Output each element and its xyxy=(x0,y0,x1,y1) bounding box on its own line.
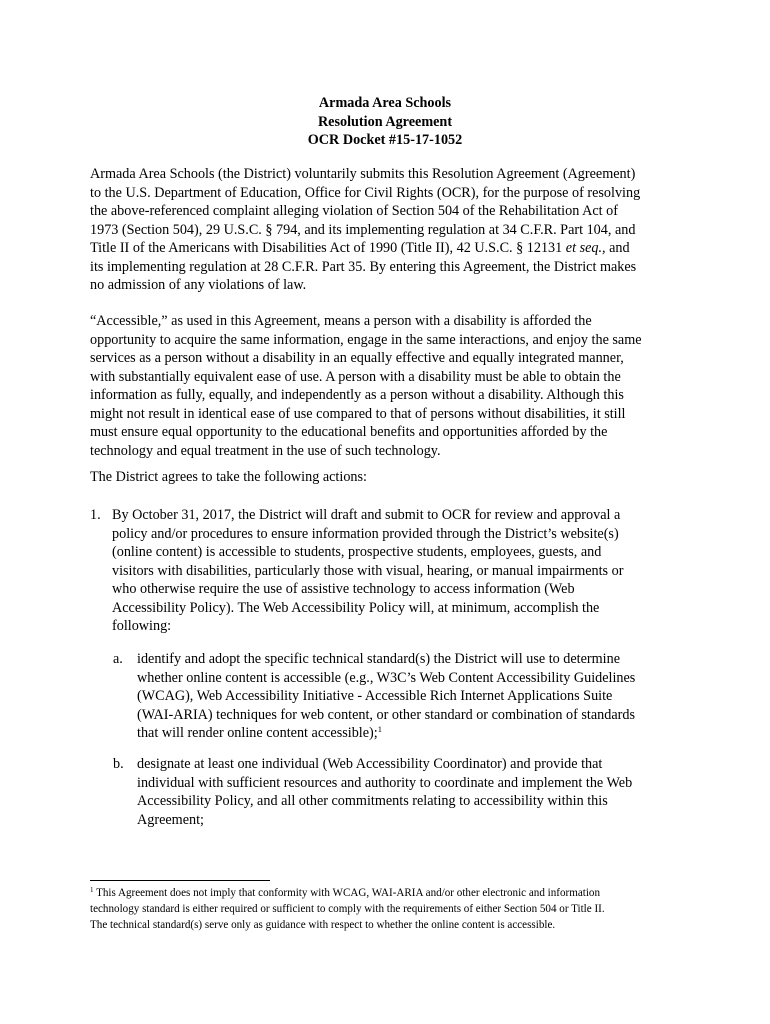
document-header xyxy=(90,94,680,150)
intro-paragraph xyxy=(90,165,690,295)
text-line: visitors with disabilities, particularly those with visual, hearing, or manual impairments or xyxy=(112,562,624,579)
text-span: Title II of the Americans with Disabilities Act of 1990 (Title II), 42 U.S.C. § 12131 xyxy=(90,240,566,256)
text-span: This Agreement does not imply that conformity with WCAG, WAI-ARIA and/or other electronic and information xyxy=(93,887,601,899)
text-line: technology and equal treatment in the use of such technology. xyxy=(90,442,441,459)
text-line: information as fully, equally, and independently as a person without a disability. Although this xyxy=(90,387,624,403)
header-docket-number: OCR Docket #15-17-1052 xyxy=(307,132,463,148)
text-line xyxy=(90,886,690,902)
text-line: with substantially equivalent ease of use. A person with a disability must be able to obtain the xyxy=(90,368,621,385)
text-line: who otherwise require the use of assistive technology to access information (Web xyxy=(112,581,575,597)
text-line: to the U.S. Department of Education, Office for Civil Rights (OCR), for the purpose of resolving xyxy=(90,184,641,201)
text-span: that will render online content accessible); xyxy=(137,725,378,741)
item-1-text xyxy=(112,506,682,636)
text-line: technology standard is either required or sufficient to comply with the requirements of either Section 504 or Title II. xyxy=(90,902,605,915)
item-letter: a. xyxy=(113,651,123,667)
text-line: services as a person without a disability in an equally effective and equally integrated manner, xyxy=(90,350,624,366)
text-line: might not result in identical ease of use compared to that of persons without disabilities, it still xyxy=(90,405,626,422)
text-line: following: xyxy=(112,618,172,634)
text-line: must ensure equal opportunity to the educational benefits and opportunities afforded by the xyxy=(90,424,608,440)
text-line: designate at least one individual (Web Accessibility Coordinator) and provide that xyxy=(137,756,603,772)
footnote-mark: 1 xyxy=(90,886,94,894)
text-line xyxy=(90,239,690,258)
text-line: (WAI-ARIA) techniques for web content, or other standard or combination of standards xyxy=(137,706,635,723)
text-line: “Accessible,” as used in this Agreement, means a person with a disability is afforded the xyxy=(90,313,592,329)
footnote xyxy=(90,886,690,933)
item-b-text xyxy=(137,755,682,829)
item-letter: b. xyxy=(113,756,124,772)
text-line: Armada Area Schools (the District) voluntarily submits this Resolution Agreement (Agreement) xyxy=(90,166,636,182)
text-line: Agreement; xyxy=(137,811,204,828)
text-line: identify and adopt the specific technical standard(s) the District will use to determine xyxy=(137,651,621,667)
text-line: no admission of any violations of law. xyxy=(90,277,307,293)
text-line: By October 31, 2017, the District will draft and submit to OCR for review and approval a xyxy=(112,507,621,523)
item-a-text xyxy=(137,650,682,743)
header-agreement-title: Resolution Agreement xyxy=(317,113,453,130)
footnote-separator xyxy=(90,880,270,881)
header-district-name: Armada Area Schools xyxy=(318,95,452,111)
text-line: Accessibility Policy, and all other commitments relating to accessibility within this xyxy=(137,793,608,809)
text-line: whether online content is accessible (e.g., W3C’s Web Content Accessibility Guidelines xyxy=(137,669,636,686)
text-line: (WCAG), Web Accessibility Initiative - Accessible Rich Internet Applications Suite xyxy=(137,688,613,704)
accessible-definition-paragraph xyxy=(90,312,690,460)
text-line: individual with sufficient resources and authority to coordinate and implement the Web xyxy=(137,774,633,791)
text-span: , and xyxy=(602,240,630,256)
text-line: policy and/or procedures to ensure information provided through the District’s website(s) xyxy=(112,525,619,542)
text-line: (online content) is accessible to students, prospective students, employees, guests, and xyxy=(112,544,602,560)
text-line: its implementing regulation at 28 C.F.R. Part 35. By entering this Agreement, the District makes xyxy=(90,258,637,275)
item-number: 1. xyxy=(90,507,101,523)
text-line: 1973 (Section 504), 29 U.S.C. § 794, and its implementing regulation at 34 C.F.R. Part 104, and xyxy=(90,221,636,238)
text-line xyxy=(137,724,682,743)
text-line: The technical standard(s) serve only as guidance with respect to whether the online content is accessible. xyxy=(90,918,556,931)
text-line: Accessibility Policy). The Web Accessibility Policy will, at minimum, accomplish the xyxy=(112,599,600,616)
actions-intro-paragraph xyxy=(90,468,690,487)
text-line: opportunity to acquire the same information, engage in the same interactions, and enjoy the same xyxy=(90,331,642,348)
latin-term: et seq. xyxy=(565,240,603,256)
footnote-reference: 1 xyxy=(377,724,382,734)
text-line: the above-referenced complaint alleging violation of Section 504 of the Rehabilitation Act of xyxy=(90,203,618,219)
text-line: The District agrees to take the following actions: xyxy=(90,469,367,485)
